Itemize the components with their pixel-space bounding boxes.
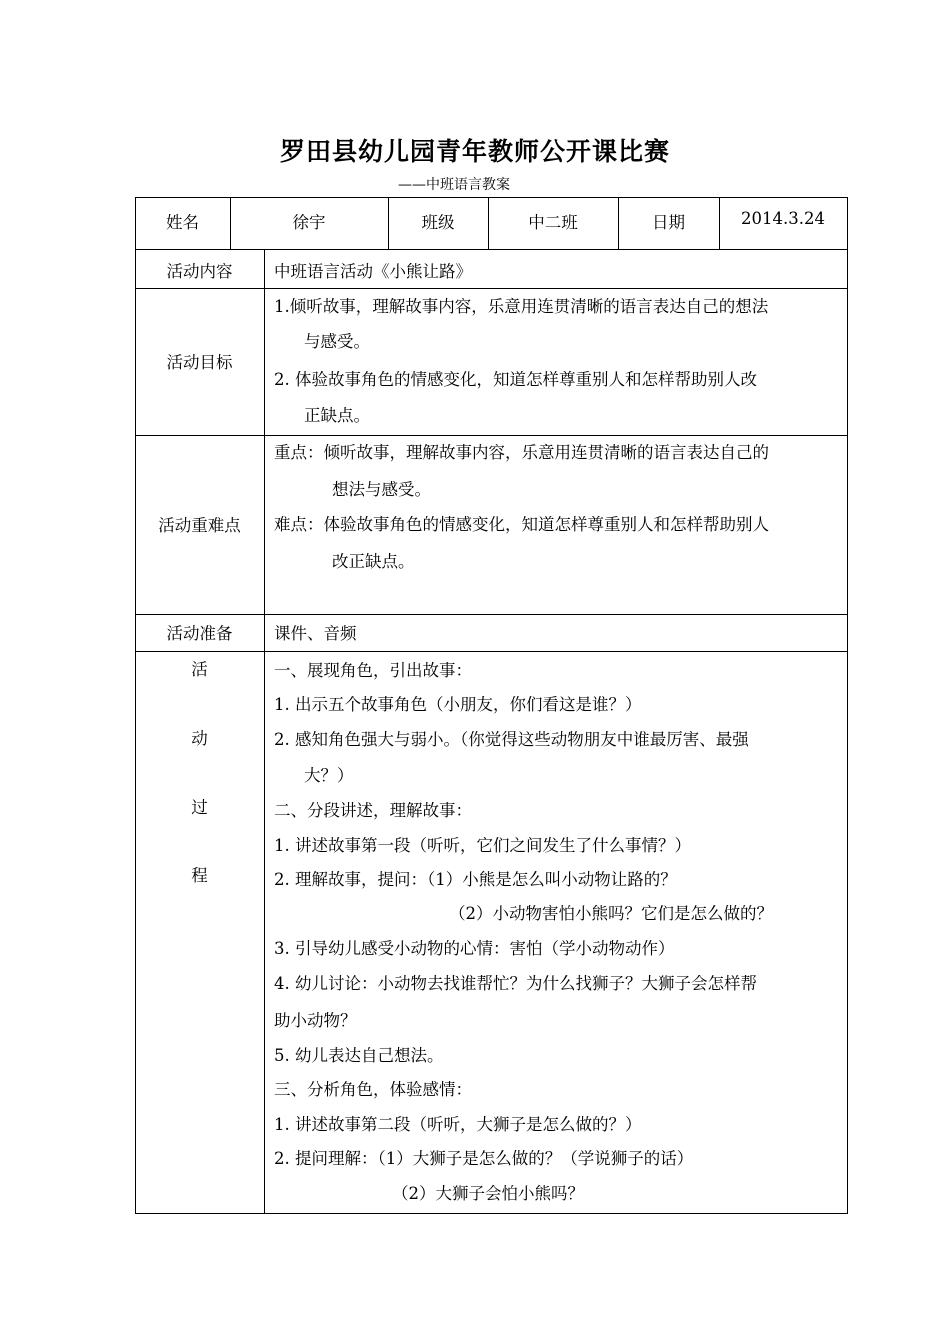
process-label-char: 动 — [191, 729, 208, 748]
key-points-line: 重点：倾听故事，理解故事内容，乐意用连贯清晰的语言表达自己的 — [274, 443, 769, 462]
content-label: 活动内容 — [166, 262, 233, 281]
process-line: （2）大狮子会怕小熊吗？ — [392, 1184, 584, 1203]
goals-line: 与感受。 — [304, 332, 370, 351]
key-points-label: 活动重难点 — [158, 516, 241, 535]
goals-line: 2. 体验故事角色的情感变化，知道怎样尊重别人和怎样帮助别人改 — [274, 370, 757, 389]
goals-line: 1.倾听故事，理解故事内容，乐意用连贯清晰的语言表达自己的想法 — [274, 297, 769, 316]
process-line: （2）小动物害怕小熊吗？它们是怎么做的？ — [449, 904, 773, 923]
goals-label: 活动目标 — [166, 353, 233, 372]
preparation-value: 课件、音频 — [274, 624, 357, 643]
class-value: 中二班 — [528, 213, 578, 232]
process-line: 助小动物？ — [274, 1011, 357, 1030]
name-label: 姓名 — [166, 213, 199, 232]
document-subtitle: ——中班语言教案 — [398, 177, 510, 193]
process-line: 2. 提问理解：（1）大狮子是怎么做的？（学说狮子的话） — [274, 1149, 694, 1168]
goals-line: 正缺点。 — [304, 406, 370, 425]
date-label: 日期 — [652, 213, 685, 232]
process-line: 二、分段讲述，理解故事： — [274, 801, 472, 820]
lesson-plan-table — [135, 197, 848, 1214]
process-line: 4. 幼儿讨论：小动物去找谁帮忙？为什么找狮子？大狮子会怎样帮 — [274, 974, 757, 993]
preparation-label: 活动准备 — [166, 624, 233, 643]
process-line: 3. 引导幼儿感受小动物的心情：害怕（学小动物动作） — [274, 939, 675, 958]
document-title: 罗田县幼儿园青年教师公开课比赛 — [279, 137, 670, 166]
process-line: 5. 幼儿表达自己想法。 — [274, 1046, 444, 1065]
key-points-line: 改正缺点。 — [332, 552, 415, 571]
process-line: 2. 感知角色强大与弱小。（你觉得这些动物朋友中谁最厉害、最强 — [274, 730, 749, 749]
key-points-line: 难点：体验故事角色的情感变化，知道怎样尊重别人和怎样帮助别人 — [274, 515, 769, 534]
process-line: 一、展现角色，引出故事： — [274, 661, 472, 680]
process-line: 1. 讲述故事第一段（听听，它们之间发生了什么事情？） — [274, 836, 691, 855]
process-line: 1. 讲述故事第二段（听听，大狮子是怎么做的？） — [274, 1115, 642, 1134]
process-label-char: 过 — [191, 798, 208, 817]
process-line: 1. 出示五个故事角色（小朋友，你们看这是谁？） — [274, 695, 642, 714]
name-value: 徐宇 — [292, 213, 326, 232]
process-line: 2. 理解故事，提问：（1）小熊是怎么叫小动物让路的？ — [274, 870, 677, 889]
date-value: 2014.3.24 — [741, 209, 825, 228]
content-value: 中班语言活动《小熊让路》 — [274, 262, 472, 281]
process-label-char: 程 — [191, 866, 208, 885]
process-label-char: 活 — [191, 660, 208, 679]
process-line: 三、分析角色，体验感情： — [274, 1080, 472, 1099]
class-label: 班级 — [421, 213, 455, 232]
key-points-line: 想法与感受。 — [332, 480, 431, 499]
process-line: 大？） — [304, 766, 354, 785]
